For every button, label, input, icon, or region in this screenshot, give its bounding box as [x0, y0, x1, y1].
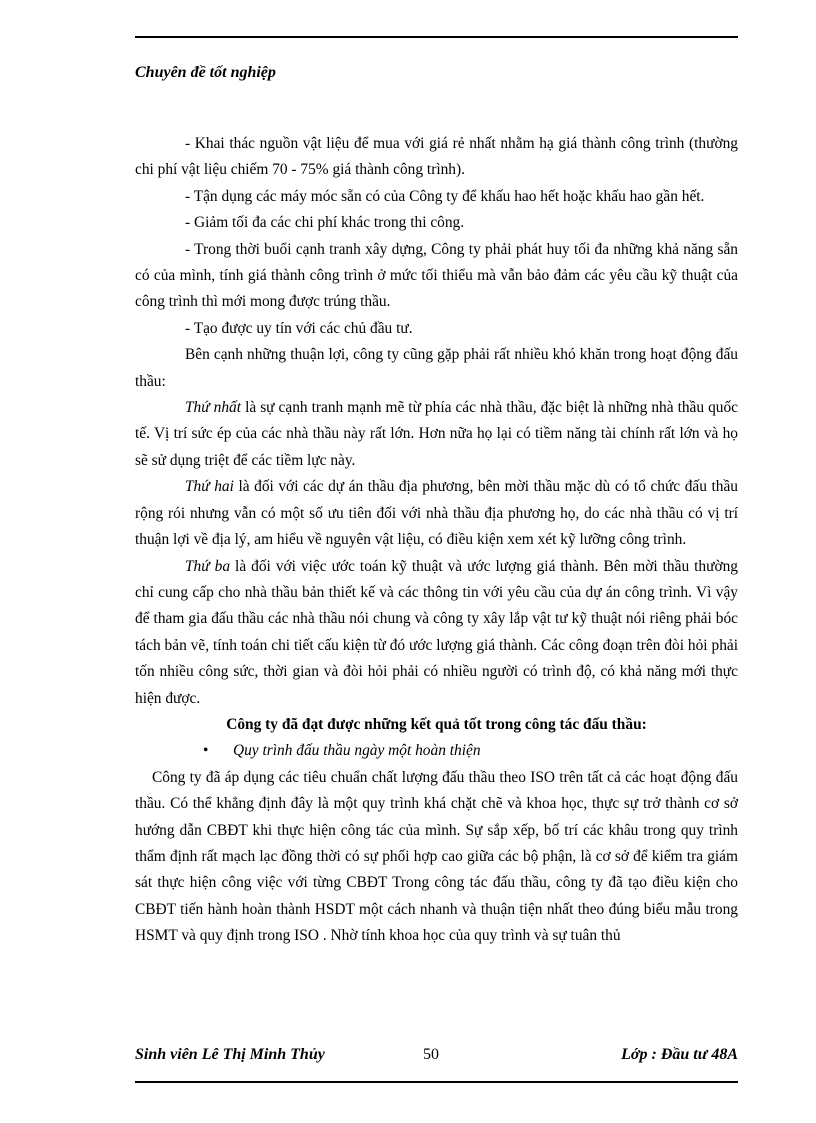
bullet-dot-icon: • [203, 742, 209, 760]
paragraph-4: - Trong thời buổi cạnh tranh xây dựng, Công ty phải phát huy tối đa những khả năng sẵn có của mình, tính giá thành công trình ở mức tối thiểu mà vẫn bảo đảm các yêu cầu kỹ thuật của công trình thì mới mong được trúng thầu. [135, 240, 738, 311]
bullet-item [135, 738, 738, 764]
paragraph-5: - Tạo được uy tín với các chủ đầu tư. [185, 319, 413, 337]
emphasis-thu-ba: Thứ ba [185, 557, 231, 575]
paragraph-9-text: là đối với việc ước toán kỹ thuật và ước lượng giá thành. Bên mời thầu thường chỉ cung cấp cho nhà thầu bản thiết kế và các thông tin với yêu cầu của dự án công trình. Vì vậy để tham gia đấu thầu các nhà thầu nói chung và công ty xây lắp vật tư kỹ thuật nói riêng phải bóc tách bản vẽ, tính toán chi tiết cấu kiện từ đó ước lượng giá thành. Các công đoạn trên đòi hỏi phải tốn nhiều công sức, thời gian và đòi hỏi phải có nhiều người có trình độ, có khả năng mới thực hiện được. [135, 557, 738, 707]
paragraph-6: Bên cạnh những thuận lợi, công ty cũng gặp phải rất nhiều khó khăn trong hoạt động đấu thầu: [135, 346, 738, 390]
section-heading: Công ty đã đạt được những kết quả tốt trong công tác đấu thầu: [226, 715, 647, 733]
paragraph-10: Công ty đã áp dụng các tiêu chuẩn chất lượng đấu thầu theo ISO trên tất cả các hoạt động đấu thầu. Có thể khẳng định đây là một quy trình khá chặt chẽ và khoa học, thực sự trở thành cơ sở hướng dẫn CBĐT khi thực hiện công tác của mình. Sự sắp xếp, bố trí các khâu trong quy trình thẩm định rất mạch lạc đồng thời có sự phối hợp cao giữa các bộ phận, là cơ sở để kiểm tra giám sát thực hiện công việc với từng CBĐT Trong công tác đấu thầu, công ty đã tạo điều kiện cho CBĐT tiến hành hoàn thành HSDT một cách nhanh và thuận tiện nhất theo đúng biểu mẫu trong HSMT và quy định trong ISO . Nhờ tính khoa học của quy trình và sự tuân thủ [135, 768, 738, 945]
bullet-text: Quy trình đấu thầu ngày một hoàn thiện [233, 742, 481, 760]
header-title: Chuyên đề tốt nghiệp [135, 64, 276, 81]
footer-rule [135, 1081, 738, 1083]
paragraph-7 [135, 395, 738, 474]
paragraph-2: - Tận dụng các máy móc sẵn có của Công ty để khấu hao hết hoặc khấu hao gần hết. [185, 187, 705, 205]
emphasis-thu-hai: Thứ hai [185, 478, 234, 496]
body-text [135, 131, 738, 950]
paragraph-9 [135, 554, 738, 712]
footer-class: Lớp : Đầu tư 48A [621, 1046, 738, 1063]
emphasis-thu-nhat: Thứ nhất [185, 399, 242, 417]
footer-student: Sinh viên Lê Thị Minh Thủy [135, 1046, 325, 1063]
page-number: 50 [423, 1046, 439, 1063]
header-rule [135, 36, 738, 38]
paragraph-8-text: là đối với các dự án thầu địa phương, bên mời thầu mặc dù có tổ chức đấu thầu rộng rói nhưng vẫn có một số ưu tiên đối với nhà thầu địa phương họ, do các nhà thầu có vị trí thuận lợi về địa lý, am hiểu về nguyên vật liệu, có điều kiện xem xét kỹ lưỡng công trình. [135, 478, 738, 549]
paragraph-1: - Khai thác nguồn vật liệu để mua với giá rẻ nhất nhằm hạ giá thành công trình (thường chi phí vật liệu chiếm 70 - 75% giá thành công trình). [135, 135, 738, 179]
paragraph-3: - Giảm tối đa các chi phí khác trong thi công. [185, 214, 465, 232]
paragraph-7-text: là sự cạnh tranh mạnh mẽ từ phía các nhà thầu, đặc biệt là những nhà thầu quốc tế. Vị trí sức ép của các nhà thầu này rất lớn. Hơn nữa họ lại có tiềm năng tài chính rất lớn và họ sẽ sử dụng triệt để các tiềm lực này. [135, 399, 739, 469]
paragraph-8 [135, 474, 738, 553]
